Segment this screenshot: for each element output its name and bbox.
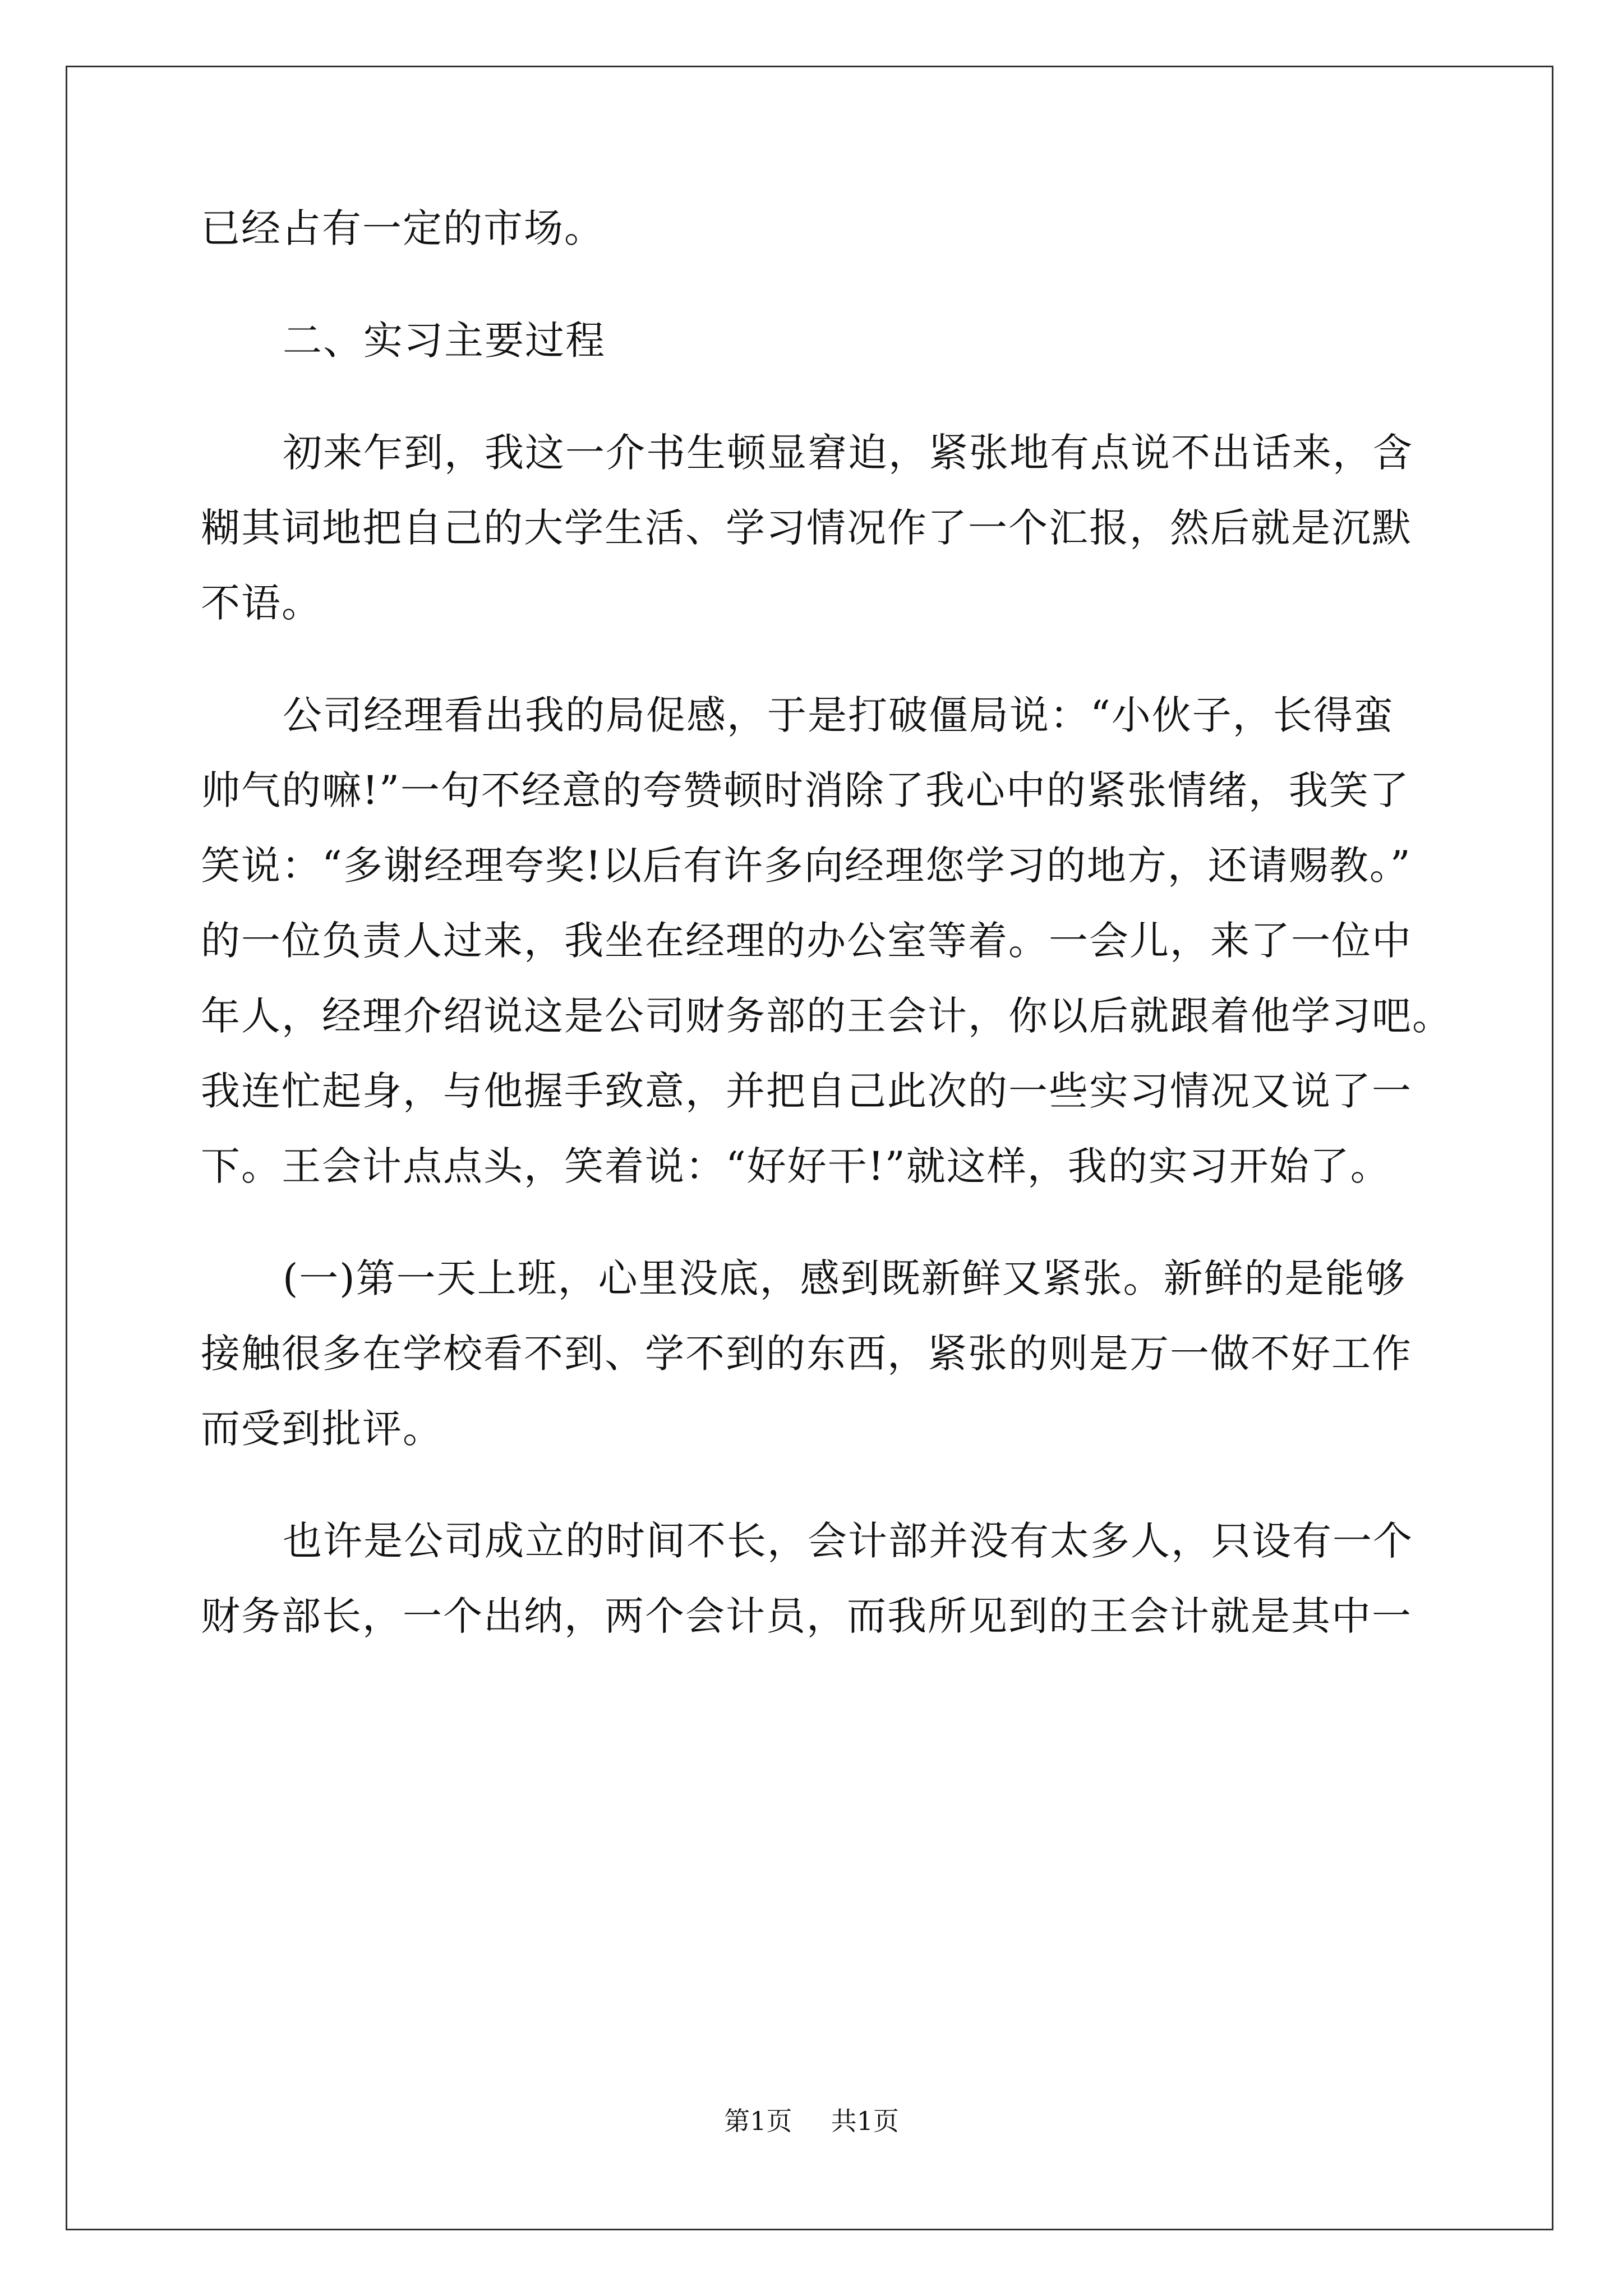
- text-line: 已经占有一定的市场。: [201, 205, 605, 251]
- text-line: 接触很多在学校看不到、学不到的东西，紧张的则是万一做不好工作: [201, 1331, 1412, 1377]
- text-line: 不语。: [201, 580, 322, 626]
- text-line: 帅气的嘛!”一句不经意的夸赞顿时消除了我心中的紧张情绪，我笑了: [201, 767, 1410, 813]
- document-body: [201, 191, 1453, 1654]
- page-total: 共1页: [831, 2106, 899, 2136]
- text-line: 而受到批评。: [201, 1406, 443, 1452]
- text-line: 也许是公司成立的时间不长，会计部并没有太多人，只设有一个: [283, 1518, 1413, 1564]
- text-line: 年人，经理介绍说这是公司财务部的王会计，你以后就跟着他学习吧。: [201, 993, 1453, 1039]
- text-line: 初来乍到，我这一介书生顿显窘迫，紧张地有点说不出话来，含: [283, 430, 1413, 476]
- text-line: 的一位负责人过来，我坐在经理的办公室等着。一会儿，来了一位中: [201, 918, 1412, 964]
- text-line: 下。王会计点点头，笑着说：“好好干!”就这样，我的实习开始了。: [201, 1143, 1391, 1189]
- text-line: (一)第一天上班，心里没底，感到既新鲜又紧张。新鲜的是能够: [283, 1255, 1406, 1301]
- text-line: 糊其词地把自己的大学生活、学习情况作了一个汇报，然后就是沉默: [201, 505, 1412, 551]
- page-number: 第1页: [724, 2106, 792, 2136]
- text-line: 财务部长，一个出纳，两个会计员，而我所见到的王会计就是其中一: [201, 1593, 1412, 1639]
- page-footer: [0, 2101, 1623, 2138]
- text-line: 公司经理看出我的局促感，于是打破僵局说：“小伙子，长得蛮: [283, 692, 1394, 738]
- text-line: 笑说：“多谢经理夸奖!以后有许多向经理您学习的地方，还请赐教。”: [201, 843, 1412, 889]
- text-line: 二、实习主要过程: [283, 318, 606, 364]
- text-line: 我连忙起身，与他握手致意，并把自己此次的一些实习情况又说了一: [201, 1068, 1412, 1114]
